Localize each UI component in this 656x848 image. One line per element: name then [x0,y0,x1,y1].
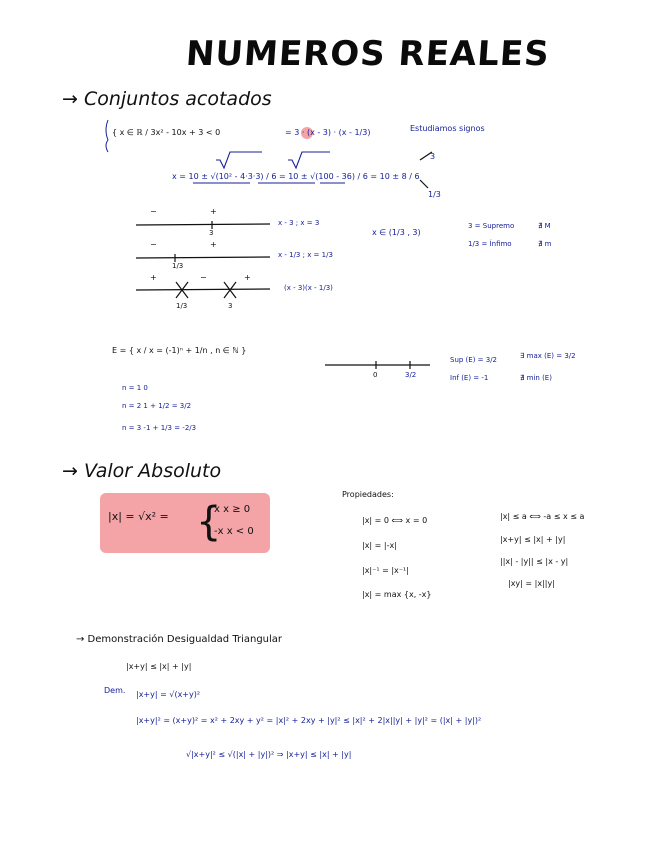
dem-label: Dem. [104,686,126,695]
prop-right-4: |xy| = |x||y| [508,579,555,588]
abs-case2: -x x < 0 [214,526,254,537]
number-line-mark-0: 0 [373,371,378,379]
dem-step3: √|x+y|² ≤ √(|x| + |y|)² ⇒ |x+y| ≤ |x| + |y| [186,750,352,759]
triangle-inequality: |x+y| ≤ |x| + |y| [126,662,192,671]
absolute-value-definition-box [100,493,270,553]
sign-row2-mark: 1/3 [172,262,184,270]
properties-title: Propiedades: [342,490,394,499]
inf-e: Inf (E) = -1 [450,374,489,382]
root-1-3: 1/3 [428,190,441,199]
prop-right-1: |x| ≤ a ⟺ -a ≤ x ≤ a [500,512,585,521]
sign-row3-label: (x - 3)(x - 1/3) [284,284,333,292]
n2-value: n = 2 1 + 1/2 = 3/2 [122,402,192,410]
min-e: ∄ min (E) [520,374,552,382]
prop-left-1: |x| = 0 ⟺ x = 0 [362,516,428,525]
sign-row3-s3: + [244,273,251,282]
root-3: 3 [430,152,436,161]
set-definition: { x ∈ ℝ / 3x² - 10x + 3 < 0 [112,128,221,137]
dem-step2: |x+y|² = (x+y)² = x² + 2xy + y² = |x|² + 2xy + |y|² ≤ |x|² + 2|x||y| + |y|² = (|x| + |y|)² [136,716,482,725]
solution-interval: x ∈ (1/3 , 3) [372,228,421,237]
no-max: ∄ M [538,222,551,230]
section-heading-demostracion: → Demonstración Desigualdad Triangular [76,634,283,645]
page-title: NUMEROS REALES [184,34,552,74]
n1-value: n = 1 0 [122,384,148,392]
sign-row3-mark2: 3 [228,302,233,310]
abs-def-left: |x| = √x² = [108,510,169,523]
prop-right-3: ||x| - |y|| ≤ |x - y| [500,557,569,566]
number-line-mark-3-2: 3/2 [405,371,417,379]
sign-row2-left: − [150,240,157,249]
max-e: ∃ max (E) = 3/2 [520,352,576,360]
infimum: 1/3 = Ínfimo [468,240,512,248]
n3-value: n = 3 -1 + 1/3 = -2/3 [122,424,197,432]
sup-e: Sup (E) = 3/2 [450,356,498,364]
sign-row2-label: x - 1/3 ; x = 1/3 [278,251,333,259]
sign-row3-mark1: 1/3 [176,302,188,310]
quadratic-formula: x = 10 ± √(10² - 4·3·3) / 6 = 10 ± √(100 - 36) / 6 = 10 ± 8 / 6 [172,172,420,181]
prop-right-2: |x+y| ≤ |x| + |y| [500,535,566,544]
sign-row3-s1: + [150,273,157,282]
sign-row1-right: + [210,207,217,216]
set-e-definition: E = { x / x = (-1)ⁿ + 1/n , n ∈ ℕ } [112,346,247,355]
prop-left-4: |x| = max {x, -x} [362,590,432,599]
sign-row1-label: x - 3 ; x = 3 [278,219,320,227]
no-min: ∄ m [538,240,552,248]
study-signs-note: Estudiamos signos [410,124,485,133]
sign-row3-s2: − [200,273,207,282]
abs-case1: x x ≥ 0 [214,504,251,515]
brace: { [196,499,222,545]
supremum: 3 = Supremo [468,222,515,230]
factorization: = 3 · (x - 3) · (x - 1/3) [285,128,371,137]
sign-row1-left: − [150,207,157,216]
dem-step1: |x+y| = √(x+y)² [136,690,201,699]
sign-row1-mark: 3 [209,229,214,237]
section-heading-conjuntos: → Conjuntos acotados [62,88,272,110]
sign-row2-right: + [210,240,217,249]
prop-left-3: |x|⁻¹ = |x⁻¹| [362,566,409,575]
prop-left-2: |x| = |-x| [362,541,397,550]
section-heading-valor-absoluto: → Valor Absoluto [62,460,222,482]
